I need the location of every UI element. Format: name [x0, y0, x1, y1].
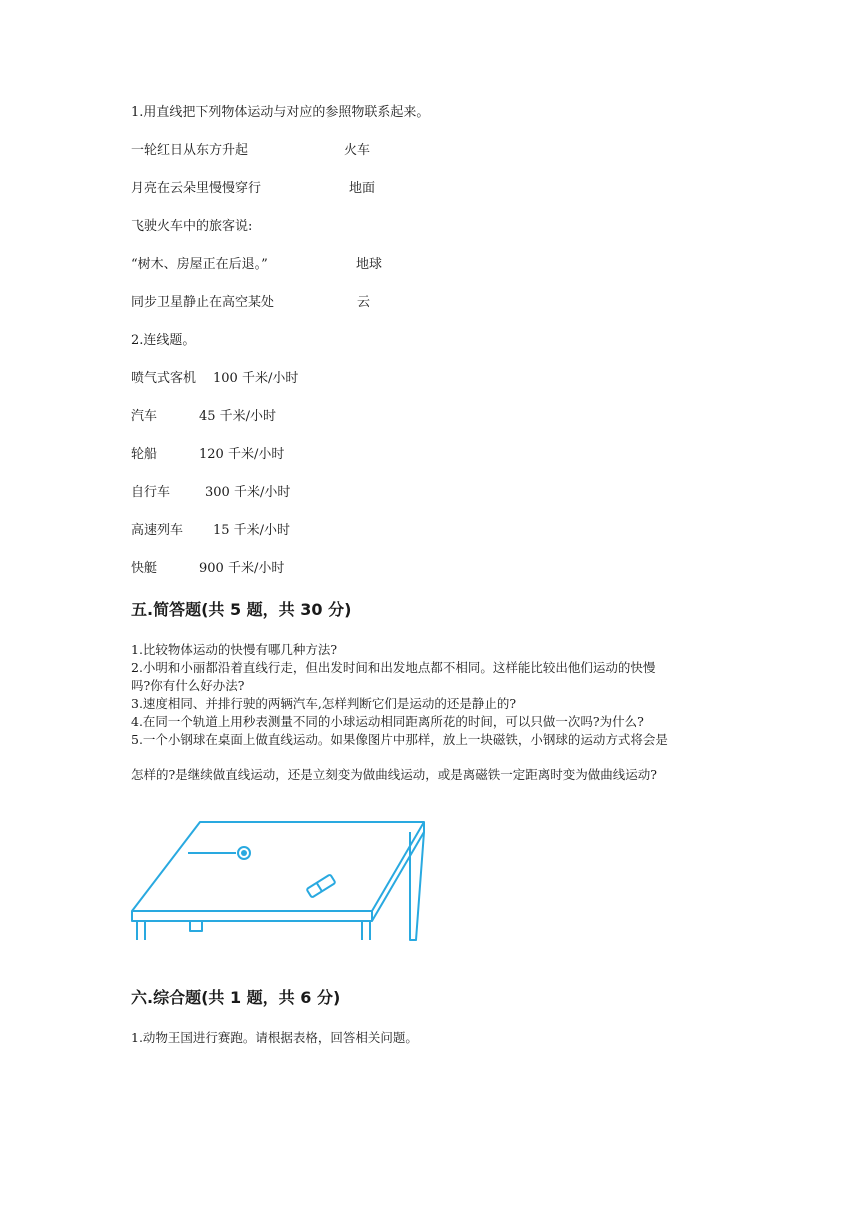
table-leg	[362, 921, 370, 940]
match-left-item: 月亮在云朵里慢慢穿行	[131, 181, 262, 196]
question-item: 2.小明和小丽都沿着直线行走，但出发时间和出发地点都不相同。这样能比较出他们运动的快慢	[131, 660, 656, 675]
question-item: 吗?你有什么好办法?	[131, 678, 245, 693]
vehicle-label: 高速列车	[131, 523, 184, 538]
match-right-item: 地面	[349, 181, 376, 196]
vehicle-label: 自行车	[131, 485, 171, 500]
match-left-item: 一轮红日从东方升起	[131, 143, 249, 158]
match-left-item: 同步卫星静止在高空某处	[131, 295, 275, 310]
match-right-item: 地球	[356, 257, 383, 272]
vehicle-label: 喷气式客机	[131, 371, 197, 386]
speed-label: 900 千米/小时	[199, 561, 285, 576]
table-leg	[190, 921, 202, 931]
speed-label: 15 千米/小时	[213, 523, 291, 538]
steel-ball-center	[241, 850, 247, 856]
table-leg	[137, 921, 145, 940]
speed-label: 45 千米/小时	[199, 409, 277, 424]
section-6-title: 六.综合题(共 1 题，共 6 分)	[131, 988, 341, 1007]
table-leg	[410, 832, 424, 940]
speed-label: 100 千米/小时	[213, 371, 299, 386]
vehicle-label: 汽车	[131, 409, 158, 424]
question-2-text: 2.连线题。	[131, 333, 196, 348]
speed-label: 300 千米/小时	[205, 485, 291, 500]
vehicle-label: 快艇	[131, 561, 158, 576]
question-item: 5.一个小钢球在桌面上做直线运动。如果像图片中那样，放上一块磁铁，小钢球的运动方式将会是	[131, 732, 668, 747]
vehicle-label: 轮船	[131, 447, 158, 462]
match-right-item: 火车	[344, 143, 371, 158]
match-left-item: “树木、房屋正在后退。”	[131, 257, 268, 272]
question-item: 4.在同一个轨道上用秒表测量不同的小球运动相同距离所花的时间，可以只做一次吗?为什么?	[131, 714, 644, 729]
magnet	[306, 874, 335, 897]
table-ball-magnet-figure	[128, 815, 438, 947]
table-front-edge	[132, 911, 372, 921]
question-item: 3.速度相同、并排行驶的两辆汽车,怎样判断它们是运动的还是静止的?	[131, 696, 517, 711]
tabletop	[132, 822, 424, 911]
match-right-item: 云	[357, 295, 371, 310]
section-5-title: 五.简答题(共 5 题，共 30 分)	[131, 600, 352, 619]
question-item: 1.比较物体运动的快慢有哪几种方法?	[131, 642, 338, 657]
question-item: 1.动物王国进行赛跑。请根据表格，回答相关问题。	[131, 1030, 418, 1045]
speed-label: 120 千米/小时	[199, 447, 285, 462]
match-left-item: 飞驶火车中的旅客说:	[131, 219, 253, 234]
question-item: 怎样的?是继续做直线运动，还是立刻变为做曲线运动，或是离磁铁一定距离时变为做曲线运动?	[131, 767, 657, 782]
question-1-text: 1.用直线把下列物体运动与对应的参照物联系起来。	[131, 105, 430, 120]
